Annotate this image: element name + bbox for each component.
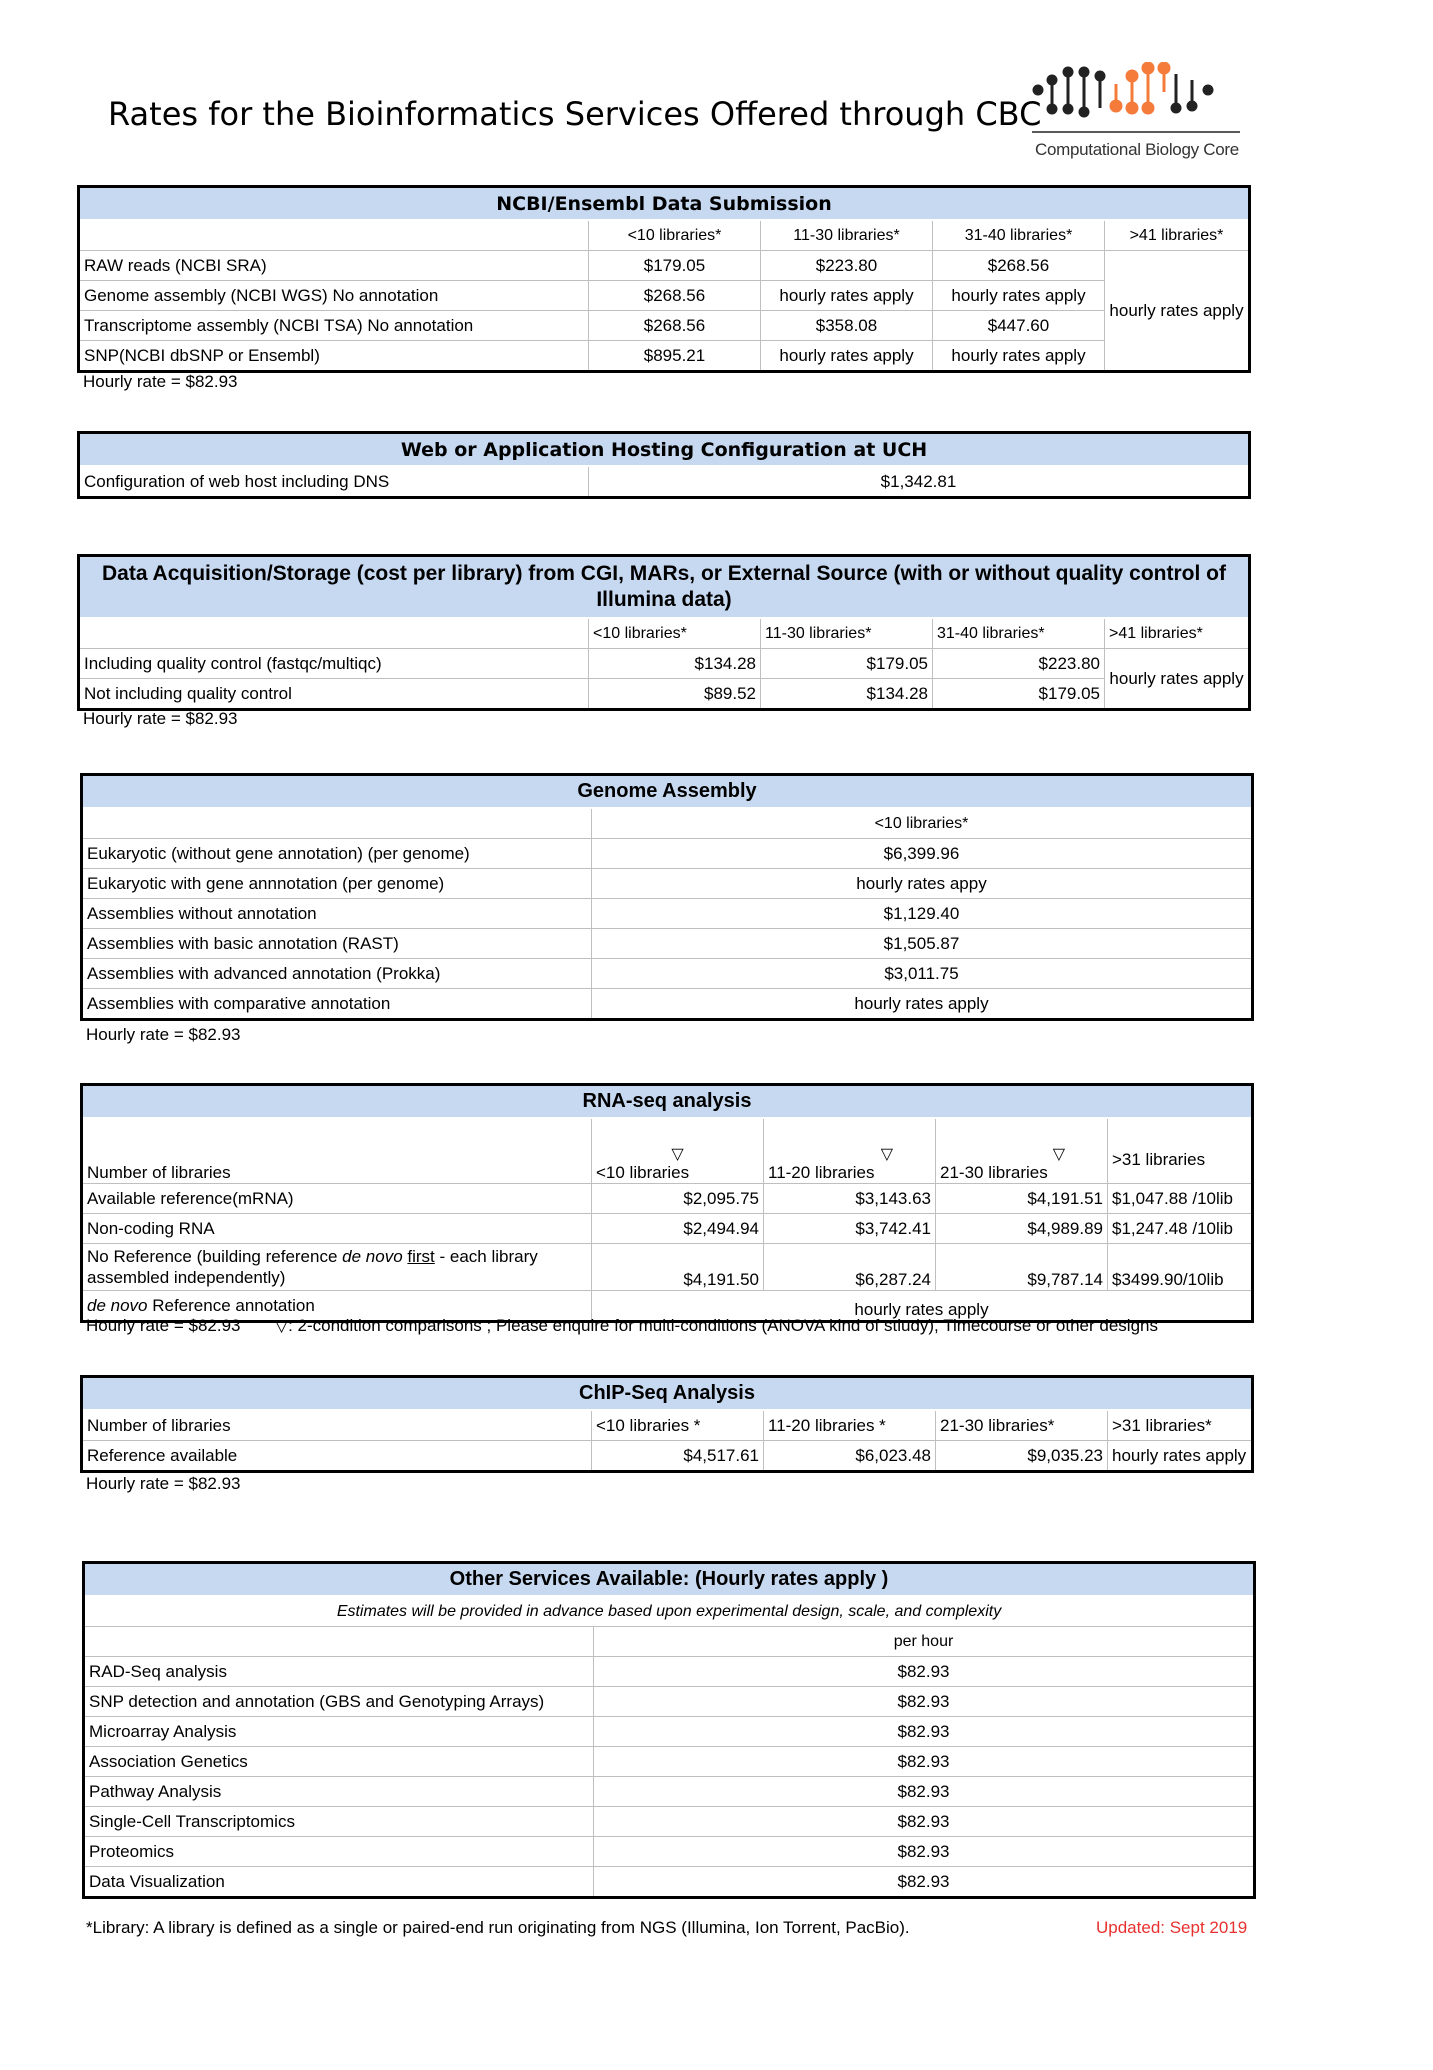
price-cell: hourly rates apply	[761, 341, 933, 372]
price-cell: $9,035.23	[936, 1441, 1108, 1472]
section-header: Genome Assembly	[82, 775, 1253, 809]
section-header: Web or Application Hosting Configuration at UCH	[79, 433, 1250, 467]
row-label: Not including quality control	[79, 679, 589, 710]
row-label: Configuration of web host including DNS	[79, 466, 589, 498]
table-row	[82, 869, 1253, 899]
genome-assembly-table	[80, 773, 1254, 1021]
updated-date: Updated: Sept 2019	[1096, 1918, 1248, 1937]
price-cell: $6,287.24	[764, 1244, 936, 1291]
price-cell: $82.93	[594, 1687, 1255, 1717]
col-header: 31-40 libraries*	[933, 618, 1105, 649]
col-header: >41 libraries*	[1105, 618, 1250, 649]
row-label: Transcriptome assembly (NCBI TSA) No annotation	[79, 311, 589, 341]
section-header: RNA-seq analysis	[82, 1085, 1253, 1119]
col-header: 11-30 libraries*	[761, 220, 933, 251]
library-footnote: *Library: A library is defined as a single or paired-end run originating from NGS (Illumina, Ion Torrent, PacBio).	[86, 1918, 910, 1937]
price-cell: $2,095.75	[592, 1184, 764, 1214]
table-row	[79, 281, 1250, 311]
price-cell: $82.93	[594, 1777, 1255, 1807]
price-cell: $82.93	[594, 1837, 1255, 1867]
col-header: 11-20 libraries *	[764, 1410, 936, 1441]
other-services-table	[82, 1561, 1256, 1899]
section-header: Data Acquisition/Storage (cost per library) from CGI, MARs, or External Source (with or without quality control of Illumina data)	[79, 556, 1250, 619]
row-label: Proteomics	[84, 1837, 594, 1867]
row-label: Including quality control (fastqc/multiqc)	[79, 649, 589, 679]
col-header: 21-30 libraries*	[936, 1410, 1108, 1441]
price-cell: $358.08	[761, 311, 933, 341]
row-label: Eukaryotic with gene annnotation (per genome)	[82, 869, 592, 899]
chip-seq-section	[80, 1375, 1254, 1473]
section-header: Other Services Available: (Hourly rates apply )	[84, 1563, 1255, 1597]
price-cell: $4,191.50	[592, 1244, 764, 1291]
col-header: <10 libraries*	[589, 618, 761, 649]
price-cell: $3499.90/10lib	[1108, 1244, 1253, 1291]
price-cell: hourly rates apply	[592, 1291, 1253, 1322]
price-cell: $89.52	[589, 679, 761, 710]
col-label: 11-20 libraries	[768, 1163, 875, 1182]
price-cell: $9,787.14	[936, 1244, 1108, 1291]
price-cell: hourly rates apply	[761, 281, 933, 311]
price-cell: $1,342.81	[589, 466, 1250, 498]
price-cell: hourly rates apply	[933, 341, 1105, 372]
col-header	[936, 1118, 1108, 1184]
col-header: <10 libraries*	[589, 220, 761, 251]
price-cell: $82.93	[594, 1747, 1255, 1777]
col-header: per hour	[594, 1627, 1255, 1657]
row-label: SNP(NCBI dbSNP or Ensembl)	[79, 341, 589, 372]
row-label: RAD-Seq analysis	[84, 1657, 594, 1687]
price-cell: hourly rates appy	[592, 869, 1253, 899]
price-cell: $6,399.96	[592, 839, 1253, 869]
table-row	[82, 959, 1253, 989]
table-row	[84, 1687, 1255, 1717]
price-cell: $82.93	[594, 1867, 1255, 1898]
logo-caption: Computational Biology Core	[1035, 140, 1239, 159]
price-cell: $447.60	[933, 311, 1105, 341]
page-title: Rates for the Bioinformatics Services Offered through CBC	[108, 95, 1042, 133]
rna-design-note: ▽: 2-condition comparisons ; Please enquire for multi-conditions (ANOVA kind of stiudy), Timecourse or other designs	[275, 1316, 1158, 1335]
table-row	[84, 1657, 1255, 1687]
price-cell: $4,191.51	[936, 1184, 1108, 1214]
table-row	[82, 929, 1253, 959]
table-row	[82, 1214, 1253, 1244]
price-cell: $134.28	[589, 649, 761, 679]
triangle-icon: ▽	[1052, 1146, 1065, 1163]
price-cell: $82.93	[594, 1717, 1255, 1747]
chip-seq-table	[80, 1375, 1254, 1473]
hourly-rate-note: Hourly rate = $82.93	[86, 1025, 241, 1044]
row-label: Assemblies with comparative annotation	[82, 989, 592, 1020]
price-cell: $179.05	[761, 649, 933, 679]
blank-cell	[82, 808, 592, 839]
table-row	[79, 466, 1250, 498]
table-row	[82, 1244, 1253, 1291]
row-label: Assemblies with basic annotation (RAST)	[82, 929, 592, 959]
price-cell: hourly rates apply	[933, 281, 1105, 311]
row-label: Reference available	[82, 1441, 592, 1472]
price-cell: $6,023.48	[764, 1441, 936, 1472]
price-cell: $268.56	[589, 311, 761, 341]
price-cell: $179.05	[589, 251, 761, 281]
ncbi-submission-section	[77, 185, 1251, 373]
price-cell: $1,247.48 /10lib	[1108, 1214, 1253, 1244]
blank-cell	[79, 618, 589, 649]
table-row	[84, 1807, 1255, 1837]
section-subtitle: Estimates will be provided in advance based upon experimental design, scale, and complexity	[84, 1596, 1255, 1627]
price-cell: $179.05	[933, 679, 1105, 710]
col-label: 21-30 libraries	[940, 1163, 1048, 1182]
price-cell: $134.28	[761, 679, 933, 710]
web-hosting-table	[77, 431, 1251, 499]
row-label: No Reference (building reference de novo first - each library assembled independently)	[82, 1244, 592, 1291]
row-label: Number of libraries	[82, 1118, 592, 1184]
table-row	[79, 679, 1250, 710]
price-cell: $1,129.40	[592, 899, 1253, 929]
price-cell: $223.80	[761, 251, 933, 281]
triangle-icon: ▽	[880, 1146, 893, 1163]
price-cell: $268.56	[589, 281, 761, 311]
row-label: Single-Cell Transcriptomics	[84, 1807, 594, 1837]
table-row	[82, 989, 1253, 1020]
col-header: 11-30 libraries*	[761, 618, 933, 649]
rna-seq-section	[80, 1083, 1254, 1323]
row-label: Available reference(mRNA)	[82, 1184, 592, 1214]
data-acquisition-section	[77, 554, 1251, 711]
table-row	[84, 1717, 1255, 1747]
col-label: <10 libraries	[596, 1163, 690, 1182]
table-row	[82, 1441, 1253, 1472]
row-label: Association Genetics	[84, 1747, 594, 1777]
price-cell: $895.21	[589, 341, 761, 372]
table-row	[79, 251, 1250, 281]
section-header: NCBI/Ensembl Data Submission	[79, 187, 1250, 221]
row-label: Pathway Analysis	[84, 1777, 594, 1807]
genome-assembly-section	[80, 773, 1254, 1021]
hourly-rate-note: Hourly rate = $82.93	[83, 372, 238, 391]
col-header: <10 libraries*	[592, 808, 1253, 839]
price-cell: $223.80	[933, 649, 1105, 679]
triangle-icon: ▽	[671, 1146, 684, 1163]
price-cell: hourly rates apply	[1108, 1441, 1253, 1472]
table-row	[82, 839, 1253, 869]
price-cell: $3,742.41	[764, 1214, 936, 1244]
col-header: >41 libraries*	[1105, 220, 1250, 251]
price-cell: $4,517.61	[592, 1441, 764, 1472]
col-header: 31-40 libraries*	[933, 220, 1105, 251]
price-cell: $1,047.88 /10lib	[1108, 1184, 1253, 1214]
table-row	[84, 1777, 1255, 1807]
price-cell: $3,011.75	[592, 959, 1253, 989]
ncbi-table	[77, 185, 1251, 373]
price-cell: hourly rates apply	[592, 989, 1253, 1020]
price-cell: $1,505.87	[592, 929, 1253, 959]
merged-price-cell: hourly rates apply	[1105, 251, 1250, 372]
row-label: Eukaryotic (without gene annotation) (per genome)	[82, 839, 592, 869]
table-row	[82, 1184, 1253, 1214]
blank-cell	[84, 1627, 594, 1657]
table-row	[79, 311, 1250, 341]
price-cell: $82.93	[594, 1807, 1255, 1837]
col-header: >31 libraries	[1108, 1118, 1253, 1184]
row-label: RAW reads (NCBI SRA)	[79, 251, 589, 281]
hourly-rate-note: Hourly rate = $82.93	[86, 1474, 241, 1493]
hourly-rate-note: Hourly rate = $82.93	[83, 709, 238, 728]
price-cell: $3,143.63	[764, 1184, 936, 1214]
other-services-section	[82, 1561, 1256, 1899]
price-cell: $2,494.94	[592, 1214, 764, 1244]
rna-seq-table	[80, 1083, 1254, 1323]
col-header	[592, 1118, 764, 1184]
web-hosting-section	[77, 431, 1251, 499]
price-cell: $82.93	[594, 1657, 1255, 1687]
price-cell: $268.56	[933, 251, 1105, 281]
row-label: Assemblies without annotation	[82, 899, 592, 929]
table-row	[84, 1867, 1255, 1898]
col-header: <10 libraries *	[592, 1410, 764, 1441]
table-row	[84, 1747, 1255, 1777]
col-header	[764, 1118, 936, 1184]
row-label: SNP detection and annotation (GBS and Genotyping Arrays)	[84, 1687, 594, 1717]
data-acquisition-table	[77, 554, 1251, 711]
row-label: Assemblies with advanced annotation (Prokka)	[82, 959, 592, 989]
table-row	[79, 649, 1250, 679]
dna-helix-icon	[1032, 63, 1240, 132]
table-row	[82, 899, 1253, 929]
hourly-rate-note: Hourly rate = $82.93	[86, 1316, 241, 1335]
blank-cell	[79, 220, 589, 251]
row-label: Non-coding RNA	[82, 1214, 592, 1244]
row-label: Data Visualization	[84, 1867, 594, 1898]
table-row	[84, 1837, 1255, 1867]
row-label: Number of libraries	[82, 1410, 592, 1441]
row-label: Microarray Analysis	[84, 1717, 594, 1747]
section-header: ChIP-Seq Analysis	[82, 1377, 1253, 1411]
row-label: de novo Reference annotation	[82, 1291, 592, 1322]
merged-price-cell: hourly rates apply	[1105, 649, 1250, 710]
price-cell: $4,989.89	[936, 1214, 1108, 1244]
row-label: Genome assembly (NCBI WGS) No annotation	[79, 281, 589, 311]
table-row	[79, 341, 1250, 372]
col-header: >31 libraries*	[1108, 1410, 1253, 1441]
